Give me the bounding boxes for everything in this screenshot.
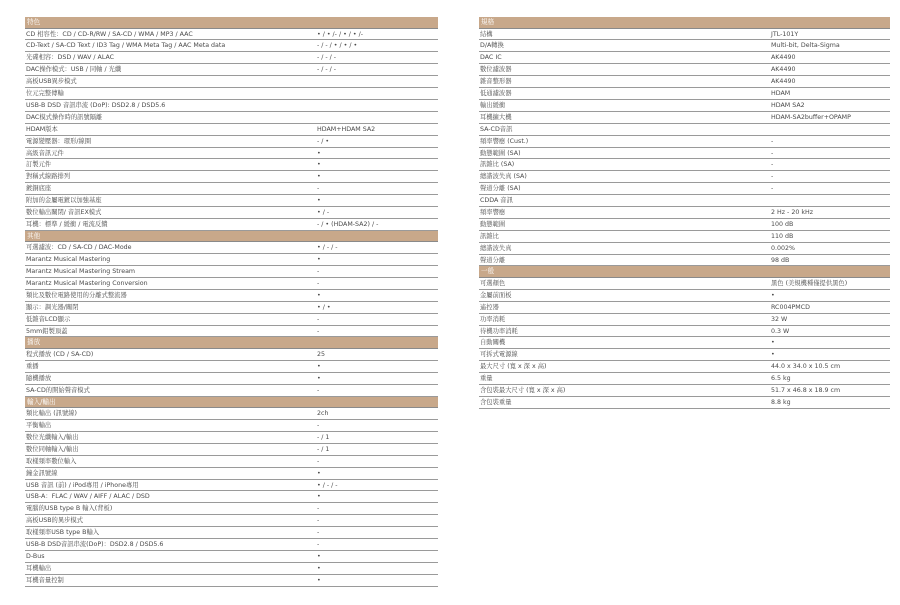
spec-label: 功率消耗 — [480, 315, 506, 323]
spec-row — [25, 219, 438, 231]
spec-value: - / 1 — [317, 433, 330, 441]
spec-label: 鐘金訊號線 — [26, 469, 58, 477]
spec-value: Multi-bit, Delta-Sigma — [771, 42, 840, 50]
spec-value: - — [317, 386, 320, 394]
spec-value: • / • /- / • / • /- — [317, 30, 364, 38]
spec-value: - — [317, 185, 320, 193]
spec-row — [25, 480, 438, 492]
spec-row — [25, 444, 438, 456]
spec-label: 數位同軸輸入/輸出 — [26, 445, 79, 453]
spec-label: 數位光纖輸入/輸出 — [26, 433, 79, 441]
spec-value: 2 Hz - 20 kHz — [771, 208, 814, 216]
spec-label: 含包裝最大尺寸 (寬 x 深 x 高) — [480, 387, 566, 395]
spec-label: 動態範圍 (SA) — [480, 149, 521, 157]
spec-row — [479, 183, 890, 195]
spec-row — [25, 148, 438, 160]
spec-value: - / • (HDAM-SA2) / - — [317, 220, 379, 228]
spec-row — [479, 290, 890, 302]
spec-value: - — [771, 161, 774, 169]
spec-value: - / • — [317, 137, 330, 145]
spec-label: 總諧波失真 (SA) — [480, 173, 527, 181]
spec-label: 動態範圍 — [480, 220, 506, 228]
spec-row — [25, 373, 438, 385]
spec-label: 自動關機 — [480, 339, 506, 347]
spec-value: 0.3 W — [771, 327, 790, 335]
spec-label: 遙控器 — [480, 303, 499, 311]
spec-value: 2ch — [317, 410, 329, 418]
spec-value: - — [771, 185, 774, 193]
spec-row — [479, 373, 890, 385]
spec-label: 高板USB的異步模式 — [26, 517, 84, 525]
spec-row — [479, 397, 890, 409]
spec-row — [25, 563, 438, 575]
spec-label: HDAM版本 — [26, 125, 58, 133]
spec-value: - — [317, 280, 320, 287]
spec-row — [479, 207, 890, 219]
spec-row — [25, 159, 438, 171]
spec-row — [479, 195, 890, 207]
spec-value: 8.8 kg — [771, 398, 791, 406]
spec-row — [25, 183, 438, 195]
spec-value: - / - / - — [317, 66, 337, 74]
spec-value: • — [317, 173, 321, 181]
spec-label: 含包裝重量 — [480, 398, 512, 406]
spec-value: - — [317, 529, 320, 537]
spec-row — [25, 76, 438, 88]
spec-value: • — [317, 552, 321, 560]
spec-row — [479, 64, 890, 76]
spec-value: 黑色 (美規機種僅提供黑色) — [771, 280, 848, 287]
spec-row — [25, 266, 438, 278]
spec-row — [25, 112, 438, 124]
spec-label: 金屬前面板 — [480, 291, 512, 299]
spec-value: - / 1 — [317, 445, 330, 453]
spec-value: 25 — [317, 351, 326, 359]
spec-row — [479, 136, 890, 148]
section-header: 特色 — [25, 17, 438, 29]
spec-row — [25, 136, 438, 148]
spec-value: - — [317, 315, 320, 323]
spec-value: - — [317, 505, 320, 513]
spec-label: USB-A：FLAC / WAV / AIFF / ALAC / DSD — [26, 493, 150, 501]
spec-value: • — [771, 291, 775, 299]
spec-label: 可拆式電源線 — [480, 351, 518, 359]
spec-value: 100 dB — [771, 220, 794, 228]
spec-label: 高板USB異步模式 — [26, 78, 77, 86]
spec-value: • — [317, 493, 321, 501]
spec-label: CDDA 音訊 — [480, 197, 513, 205]
spec-label: 總諧波失真 — [480, 244, 512, 252]
spec-label: 可選顏色 — [480, 280, 506, 287]
spec-row — [25, 456, 438, 468]
spec-value: - — [317, 517, 320, 525]
spec-label: 耳機擴大機 — [480, 113, 512, 121]
spec-value: 32 W — [771, 315, 788, 323]
spec-label: D-Bus — [26, 552, 45, 560]
spec-label: 低雜音LCD顯示 — [26, 315, 71, 323]
spec-value: AK4490 — [771, 78, 796, 86]
spec-label: 5mm鋁製頂蓋 — [26, 327, 68, 335]
spec-label: SA-CD音訊 — [480, 125, 513, 133]
spec-row — [479, 52, 890, 64]
spec-value: • — [771, 351, 775, 359]
spec-row — [25, 195, 438, 207]
spec-label: 重量 — [480, 375, 493, 383]
spec-row — [25, 349, 438, 361]
spec-value: HDAM — [771, 90, 791, 98]
spec-row — [479, 76, 890, 88]
spec-row — [479, 112, 890, 124]
spec-label: 程式播放 (CD / SA-CD) — [26, 351, 94, 359]
spec-label: 取樣頻率USB type B輸入 — [26, 529, 100, 537]
spec-value: • — [317, 576, 321, 584]
spec-row — [479, 159, 890, 171]
spec-row — [479, 337, 890, 349]
spec-label: 光碟相容：DSD / WAV / ALAC — [26, 54, 115, 62]
spec-row — [479, 40, 890, 52]
spec-label: 訊雜比 — [480, 232, 499, 240]
spec-row — [25, 64, 438, 76]
spec-row — [479, 361, 890, 373]
spec-row — [479, 385, 890, 397]
spec-label: 數位濾波器 — [480, 66, 512, 74]
spec-label: D/A轉換 — [480, 42, 504, 50]
spec-value: • — [317, 564, 321, 572]
spec-label: Marantz Musical Mastering — [26, 256, 111, 264]
spec-value: 98 dB — [771, 256, 790, 264]
spec-value: • / - / - — [317, 481, 338, 489]
spec-label: 位元完整傳輸 — [26, 90, 64, 98]
spec-label: 雜音整形器 — [480, 78, 512, 86]
spec-label: 訊雜比 (SA) — [480, 161, 515, 169]
spec-label: 高級音訊元件 — [26, 149, 64, 157]
spec-label: 耳機輸出 — [26, 564, 52, 572]
spec-label: 耳機：標準 / 緩衝 / 電流反饋 — [26, 220, 108, 228]
spec-label: USB-B DSD 音訊串流 (DoP): DSD2.8 / DSD5.6 — [26, 101, 166, 109]
spec-value: • — [317, 469, 321, 477]
section-header: 輸入/輸出 — [25, 397, 438, 409]
spec-row — [479, 326, 890, 338]
spec-row — [479, 148, 890, 160]
spec-row — [25, 515, 438, 527]
spec-row — [25, 575, 438, 587]
spec-value: 110 dB — [771, 232, 794, 240]
spec-row — [479, 88, 890, 100]
spec-row — [25, 171, 438, 183]
spec-value: • — [771, 339, 775, 347]
spec-row — [479, 29, 890, 41]
spec-row — [25, 100, 438, 112]
spec-row — [25, 124, 438, 136]
spec-value: AK4490 — [771, 66, 796, 74]
spec-row — [25, 432, 438, 444]
spec-label: 類比輸出 (訊號線) — [26, 410, 77, 418]
spec-row — [25, 88, 438, 100]
spec-label: 頻率響應 — [480, 208, 506, 216]
spec-row — [479, 219, 890, 231]
spec-value: 0.002% — [771, 244, 796, 252]
spec-label: 電腦的USB type B 輸入(背板) — [26, 505, 113, 513]
spec-label: DAC IC — [480, 54, 502, 62]
spec-row — [25, 491, 438, 503]
spec-label: 取樣頻率數位輸入 — [26, 457, 77, 465]
spec-value: HDAM SA2 — [771, 101, 805, 109]
spec-row — [25, 52, 438, 64]
spec-label: Marantz Musical Mastering Conversion — [26, 280, 148, 287]
spec-value: RC004PMCD — [771, 303, 810, 311]
spec-value: • — [317, 149, 321, 157]
features-spec-table — [25, 17, 438, 587]
spec-value: • / - / - — [317, 244, 338, 252]
spec-row — [479, 243, 890, 255]
spec-label: 耳機音量控制 — [26, 576, 64, 584]
spec-row — [479, 231, 890, 243]
spec-label: DAC模式操作時的訊號隔離 — [26, 113, 103, 121]
spec-value: 51.7 x 46.8 x 18.9 cm — [771, 387, 841, 395]
spec-row — [25, 361, 438, 373]
spec-label: 數位輸出關閉/ 音訊EX模式 — [26, 208, 102, 216]
spec-value: - — [317, 457, 320, 465]
spec-row — [25, 314, 438, 326]
spec-row — [479, 124, 890, 136]
spec-row — [25, 551, 438, 563]
section-header: 一般 — [479, 266, 890, 278]
specifications-table — [479, 17, 890, 409]
spec-value: 44.0 x 34.0 x 10.5 cm — [771, 363, 841, 371]
spec-row — [25, 290, 438, 302]
spec-value: - — [317, 422, 320, 430]
spec-value: • — [317, 291, 321, 299]
spec-row — [25, 29, 438, 41]
spec-value: AK4490 — [771, 54, 796, 62]
spec-value: - / - / - — [317, 54, 337, 62]
spec-label: 結構 — [480, 30, 493, 38]
spec-label: 低通濾波器 — [480, 90, 512, 98]
spec-value: - — [317, 541, 320, 548]
spec-label: 隨機播放 — [26, 374, 52, 382]
spec-label: 待機功率消耗 — [480, 327, 518, 335]
spec-value: - — [771, 137, 774, 145]
spec-row — [25, 539, 438, 551]
spec-row — [25, 207, 438, 219]
spec-row — [479, 100, 890, 112]
spec-label: 附加的金屬電鍍以加強基座 — [26, 197, 102, 205]
spec-label: 平衡輸出 — [26, 422, 52, 430]
spec-value: 6.5 kg — [771, 375, 791, 383]
spec-value: • — [317, 161, 321, 169]
spec-value: • — [317, 362, 321, 370]
spec-label: 最大尺寸 (寬 x 深 x 高) — [480, 363, 547, 371]
spec-row — [25, 302, 438, 314]
spec-label: 訂製元件 — [26, 161, 52, 169]
spec-label: CD-Text / SA-CD Text / ID3 Tag / WMA Meta Tag / AAC Meta data — [26, 42, 226, 50]
spec-label: 電源變壓器：環形/線圈 — [26, 137, 92, 145]
spec-label: 輸出緩衝 — [480, 101, 506, 109]
spec-row — [25, 385, 438, 397]
spec-label: 可選濾波：CD / SA-CD / DAC-Mode — [26, 244, 132, 252]
spec-label: CD 相容性：CD / CD-R/RW / SA-CD / WMA / MP3 / AAC — [26, 30, 193, 38]
spec-row — [479, 278, 890, 290]
spec-row — [25, 408, 438, 420]
spec-row — [25, 468, 438, 480]
spec-label: SA-CD的開始聲音模式 — [26, 386, 90, 394]
spec-label: 鍍銅底座 — [26, 185, 52, 193]
spec-row — [479, 302, 890, 314]
spec-label: 聲道分離 (SA) — [480, 185, 521, 193]
spec-value: JTL-101Y — [771, 30, 799, 38]
spec-value: • — [317, 374, 321, 382]
spec-value: - — [317, 268, 320, 276]
spec-value: • / - — [317, 208, 330, 216]
spec-value: HDAM+HDAM SA2 — [317, 125, 376, 133]
spec-value: - — [771, 173, 774, 181]
spec-value: HDAM-SA2buffer+OPAMP — [771, 113, 851, 121]
spec-row — [25, 503, 438, 515]
section-header: 規格 — [479, 17, 890, 29]
spec-value: - / - / • / • / • — [317, 42, 358, 50]
spec-label: 顯示：調光器/關閉 — [26, 303, 79, 311]
spec-row — [479, 314, 890, 326]
spec-row — [25, 527, 438, 539]
spec-label: 對稱式線路排列 — [26, 173, 71, 181]
spec-row — [479, 255, 890, 267]
spec-row — [25, 40, 438, 52]
spec-row — [25, 254, 438, 266]
spec-label: 頻率響應 (Cust.) — [480, 137, 529, 145]
spec-value: - — [771, 149, 774, 157]
spec-row — [25, 242, 438, 254]
spec-row — [25, 326, 438, 338]
spec-label: Marantz Musical Mastering Stream — [26, 268, 136, 276]
spec-label: USB 音訊 (前) / iPod專用 / iPhone專用 — [26, 481, 139, 489]
section-header: 播放 — [25, 337, 438, 349]
spec-row — [25, 278, 438, 290]
spec-label: 類比及數位電路使用的分離式整流器 — [26, 291, 127, 299]
spec-row — [479, 171, 890, 183]
spec-value: - — [317, 327, 320, 335]
spec-label: 重播 — [26, 362, 39, 370]
spec-value: • — [317, 256, 321, 264]
spec-label: 聲道分離 — [480, 256, 506, 264]
spec-value: • / • — [317, 303, 331, 311]
spec-label: USB-B DSD音訊串流(DoP)：DSD2.8 / DSD5.6 — [26, 541, 164, 548]
spec-row — [479, 349, 890, 361]
spec-value: • — [317, 197, 321, 205]
spec-label: DAC操作模式：USB / 同軸 / 光纖 — [26, 66, 122, 74]
spec-row — [25, 420, 438, 432]
section-header: 其他 — [25, 231, 438, 243]
